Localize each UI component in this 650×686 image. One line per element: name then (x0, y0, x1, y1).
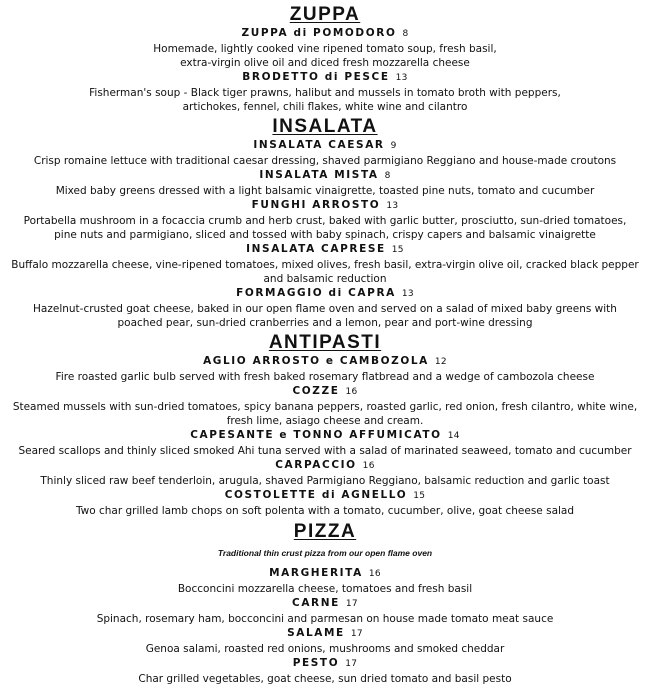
menu-item (0, 354, 650, 384)
item-description-line: Two char grilled lamb chops on soft polenta with a tomato, cucumber, olive, goat cheese salad (75, 505, 575, 517)
item-heading (0, 596, 650, 612)
item-description-line: extra-virgin olive oil and diced fresh mozzarella cheese (180, 57, 470, 69)
item-heading (0, 626, 650, 642)
item-name: PESTO (292, 657, 340, 669)
item-description-line: Crisp romaine lettuce with traditional caesar dressing, shaved parmigiano Reggiano and house-made croutons (33, 155, 617, 167)
menu-item (0, 656, 650, 686)
item-price: 17 (345, 659, 358, 669)
item-name: MARGHERITA (269, 567, 363, 579)
section-title: PIZZA (293, 521, 357, 542)
item-name: COZZE (292, 385, 340, 397)
section-zuppa (0, 0, 650, 114)
item-description-line: Spinach, rosemary ham, bocconcini and parmesan on house made tomato meat sauce (96, 613, 554, 625)
item-description-line: Homemade, lightly cooked vine ripened tomato soup, fresh basil, (153, 43, 497, 55)
item-name: CARNE (292, 597, 340, 609)
menu-item (0, 138, 650, 168)
section-pizza (0, 521, 650, 686)
item-price: 13 (401, 289, 414, 299)
item-price: 12 (434, 357, 447, 367)
menu-item (0, 70, 650, 114)
item-price: 16 (345, 387, 358, 397)
item-description-line: Fisherman's soup - Black tiger prawns, halibut and mussels in tomato broth with peppers, (89, 87, 561, 99)
item-heading (0, 286, 650, 302)
item-price: 13 (395, 73, 408, 83)
item-heading (0, 428, 650, 444)
menu-item (0, 596, 650, 626)
section-title: ZUPPA (289, 4, 361, 25)
item-description-line: and balsamic reduction (263, 273, 387, 285)
item-description-line: Buffalo mozzarella cheese, vine-ripened tomatoes, mixed olives, fresh basil, extra-virgin olive oil, cracked black pepper (11, 259, 639, 271)
item-name: FUNGHI ARROSTO (251, 199, 381, 211)
section-insalata (0, 116, 650, 330)
menu-item (0, 428, 650, 458)
item-description-line: Steamed mussels with sun-dried tomatoes, spicy banana peppers, roasted garlic, red onion, fresh cilantro, white wine, (12, 401, 638, 413)
item-heading (0, 566, 650, 582)
menu-item (0, 168, 650, 198)
item-price: 13 (386, 201, 399, 211)
section-antipasti (0, 332, 650, 518)
menu-item (0, 566, 650, 596)
item-description-line: Thinly sliced raw beef tenderloin, arugula, shaved Parmigiano Reggiano, balsamic reduction and garlic toast (40, 475, 610, 487)
item-heading (0, 384, 650, 400)
item-price: 15 (391, 245, 404, 255)
menu-item (0, 198, 650, 242)
item-name: INSALATA MISTA (259, 169, 379, 181)
menu-item (0, 384, 650, 428)
item-description-line: poached pear, sun-dried cranberries and a lemon, pear and port-wine dressing (117, 317, 533, 329)
item-heading (0, 354, 650, 370)
item-price: 9 (390, 141, 397, 151)
menu-item (0, 286, 650, 330)
menu-item (0, 458, 650, 488)
menu-item (0, 488, 650, 518)
item-heading (0, 488, 650, 504)
item-heading (0, 656, 650, 672)
item-price: 17 (350, 629, 363, 639)
item-description-line: Seared scallops and thinly sliced smoked Ahi tuna served with a salad of marinated seaweed, tomato and cucumber (18, 445, 632, 457)
item-name: AGLIO ARROSTO e CAMBOZOLA (203, 355, 429, 367)
item-description-line: Mixed baby greens dressed with a light balsamic vinaigrette, toasted pine nuts, tomato and cucumber (55, 185, 595, 197)
menu-item (0, 242, 650, 286)
item-price: 15 (413, 491, 426, 501)
item-name: SALAME (287, 627, 345, 639)
item-heading (0, 168, 650, 184)
item-name: CARPACCIO (275, 459, 357, 471)
item-price: 8 (384, 171, 391, 181)
item-description-line: Bocconcini mozzarella cheese, tomatoes and fresh basil (177, 583, 473, 595)
item-heading (0, 242, 650, 258)
item-name: FORMAGGIO di CAPRA (236, 287, 396, 299)
item-price: 14 (447, 431, 460, 441)
item-description-line: fresh lime, asiago cheese and cream. (226, 415, 424, 427)
item-heading (0, 198, 650, 214)
section-title: ANTIPASTI (268, 332, 382, 353)
item-heading (0, 458, 650, 474)
item-description-line: Fire roasted garlic bulb served with fresh baked rosemary flatbread and a wedge of cambozola cheese (55, 371, 595, 383)
item-name: INSALATA CAESAR (253, 139, 385, 151)
item-description-line: Hazelnut-crusted goat cheese, baked in our open flame oven and served on a salad of mixed baby greens with (33, 303, 617, 315)
item-price: 17 (345, 599, 358, 609)
section-title: INSALATA (272, 116, 378, 137)
item-description-line: Genoa salami, roasted red onions, mushrooms and smoked cheddar (145, 643, 505, 655)
item-description-line: Char grilled vegetables, goat cheese, sun dried tomato and basil pesto (138, 673, 512, 685)
item-description-line: Portabella mushroom in a focaccia crumb and herb crust, baked with garlic butter, prosciutto, sun-dried tomatoes, (23, 215, 627, 227)
item-price: 8 (402, 29, 409, 39)
item-description-line: pine nuts and parmigiano, sliced and tossed with baby spinach, crispy capers and balsamic vinaigrette (54, 229, 596, 241)
item-price: 16 (368, 569, 381, 579)
item-price: 16 (362, 461, 375, 471)
item-name: BRODETTO di PESCE (242, 71, 390, 83)
item-name: CAPESANTE e TONNO AFFUMICATO (190, 429, 442, 441)
menu-item (0, 626, 650, 656)
menu-item (0, 26, 650, 70)
item-name: INSALATA CAPRESE (246, 243, 386, 255)
item-heading (0, 26, 650, 42)
item-heading (0, 138, 650, 154)
section-subtitle: Traditional thin crust pizza from our open flame oven (217, 548, 433, 558)
item-name: COSTOLETTE di AGNELLO (224, 489, 408, 501)
item-name: ZUPPA di POMODORO (241, 27, 397, 39)
item-description-line: artichokes, fennel, chili flakes, white wine and cilantro (182, 101, 468, 113)
item-heading (0, 70, 650, 86)
